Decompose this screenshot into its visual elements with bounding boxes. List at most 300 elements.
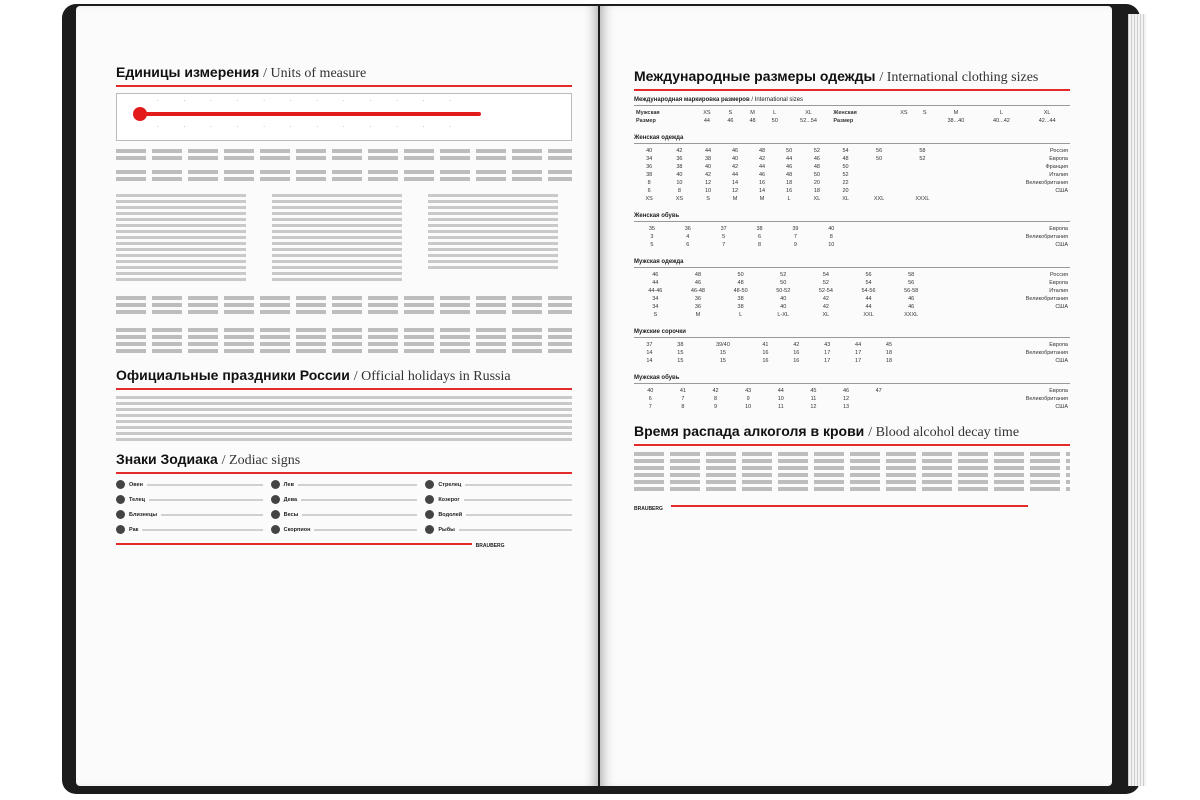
size-cell: XL — [813, 196, 821, 202]
left-footer-line — [116, 543, 472, 545]
country-label: США — [1055, 404, 1068, 410]
size-cell: 16 — [793, 350, 800, 356]
table-row — [634, 295, 1070, 303]
size-cell: 50 — [786, 148, 793, 154]
size-cell: 7 — [793, 234, 797, 240]
zodiac-name: Дева — [283, 496, 298, 503]
size-cell: S — [922, 110, 927, 116]
size-cell: 40 — [704, 164, 712, 170]
size-cell: 36 — [676, 156, 683, 162]
size-cell: 16 — [762, 350, 769, 356]
zodiac-item — [271, 525, 418, 534]
size-cell: XS — [645, 196, 653, 202]
size-cell: M — [953, 110, 959, 116]
conversion-rows — [116, 170, 572, 174]
size-cell — [860, 187, 898, 195]
zodiac-item — [425, 495, 572, 504]
table-row — [634, 349, 1070, 357]
clothing-title-en: / International clothing sizes — [879, 70, 1039, 85]
size-cell: 54 — [865, 280, 872, 286]
size-cell — [878, 241, 892, 249]
size-cell — [878, 233, 892, 241]
table-row — [634, 171, 1070, 179]
zodiac-name: Рак — [129, 526, 139, 533]
size-cell — [904, 357, 916, 365]
size-cell: 52 — [822, 280, 829, 286]
size-cell: M — [695, 312, 701, 318]
conversion-rows — [116, 177, 572, 181]
size-cell — [904, 341, 916, 349]
zodiac-name: Стрелец — [438, 481, 462, 488]
thermometer-bar — [141, 112, 481, 116]
size-cell: 38 — [756, 226, 763, 232]
size-cell: 8 — [677, 188, 681, 194]
size-cell: 40 — [828, 226, 835, 232]
clothing-title — [634, 68, 1070, 86]
zodiac-item — [271, 480, 418, 489]
size-cell: XL — [805, 110, 812, 116]
conversion-rows — [116, 149, 572, 153]
size-cell: 36 — [646, 164, 653, 170]
size-cell: 20 — [842, 188, 849, 194]
zodiac-item — [116, 525, 263, 534]
russian-measures-rows — [116, 310, 572, 314]
zodiac-item — [271, 510, 418, 519]
size-cell: 14 — [646, 350, 653, 356]
country-label: Италия — [1049, 288, 1068, 294]
size-cell: 56 — [876, 148, 883, 154]
alcohol-table-rows — [634, 473, 1070, 477]
size-cell — [942, 271, 951, 279]
size-cell: 41 — [679, 388, 686, 394]
size-cell: 34 — [652, 296, 659, 302]
size-cell — [895, 387, 908, 395]
size-cell: 45 — [810, 388, 817, 394]
country-label: Европа — [1049, 342, 1068, 348]
size-cell: 35 — [648, 226, 655, 232]
size-cell: 14 — [731, 180, 739, 186]
size-cell: 44 — [731, 172, 739, 178]
country-label: Великобритания — [1025, 396, 1068, 402]
size-cell: 15 — [719, 350, 726, 356]
size-cell: 38 — [704, 156, 712, 162]
size-cell: 52 — [842, 172, 849, 178]
size-cell — [849, 241, 863, 249]
zodiac-item — [116, 495, 263, 504]
size-cell: XXL — [873, 196, 885, 202]
zodiac-item — [425, 510, 572, 519]
zodiac-name: Весы — [283, 511, 299, 518]
size-cell: 37 — [720, 226, 727, 232]
zodiac-name: Близнецы — [129, 511, 158, 518]
size-cell — [908, 403, 921, 411]
thermometer-scale — [116, 93, 572, 141]
size-label: Размер — [636, 118, 656, 124]
size-cell: 46-48 — [690, 288, 705, 294]
alcohol-title — [634, 423, 1070, 441]
size-cell: 34 — [646, 156, 653, 162]
size-cell — [892, 241, 906, 249]
country-label: Европа — [1049, 226, 1068, 232]
zodiac-name: Скорпион — [283, 526, 311, 533]
size-cell: 46 — [908, 296, 915, 302]
zodiac-sign-icon — [425, 510, 434, 519]
size-cell: XL — [822, 312, 830, 318]
size-cell — [895, 395, 908, 403]
size-cell: 46 — [759, 172, 766, 178]
size-cell: 54 — [822, 272, 829, 278]
size-cell: 42 — [676, 148, 683, 154]
country-label: Европа — [1049, 156, 1068, 162]
zodiac-name: Рыбы — [438, 526, 455, 533]
table-row — [634, 233, 1070, 241]
size-cell: 58 — [919, 148, 926, 154]
size-cell: XXL — [863, 312, 874, 318]
zodiac-name: Овен — [129, 481, 143, 488]
zodiac-name: Водолей — [438, 511, 463, 518]
size-cell: 10 — [745, 404, 752, 410]
size-cell: 54 — [842, 148, 849, 154]
size-cell: 18 — [813, 188, 820, 194]
page-edges — [1128, 14, 1146, 786]
size-cell: M — [732, 196, 738, 202]
size-cell: 37 — [646, 342, 653, 348]
size-cell: 8 — [829, 234, 833, 240]
size-cell: 14 — [759, 188, 766, 194]
size-cell: 50 — [737, 272, 744, 278]
mens-shoes-subtitle: Мужская обувь — [634, 375, 680, 381]
size-cell: 42 — [712, 388, 719, 394]
length-mass-column — [116, 191, 260, 284]
size-cell: 4 — [686, 234, 690, 240]
size-cell: 42 — [793, 342, 800, 348]
country-label: США — [1055, 188, 1068, 194]
size-cell: 8 — [647, 180, 651, 186]
size-cell: 46 — [843, 388, 850, 394]
holidays-title-en: / Official holidays in Russia — [353, 369, 511, 384]
size-cell: 46 — [786, 164, 793, 170]
size-cell: 43 — [824, 342, 831, 348]
size-cell: S — [653, 312, 658, 318]
womens-shoes-table — [634, 225, 1070, 249]
mens-shirts-subtitle: Мужские сорочки — [634, 329, 686, 335]
size-cell — [849, 233, 863, 241]
brand-logo: BRAUBERG — [475, 543, 505, 549]
size-cell — [862, 395, 895, 403]
size-cell — [942, 279, 951, 287]
holidays-title — [116, 367, 572, 385]
size-cell: 38...40 — [947, 118, 965, 124]
size-cell: 14 — [646, 358, 653, 364]
size-cell: XXXL — [915, 196, 930, 202]
table-row — [634, 271, 1070, 279]
country-label: Европа — [1049, 388, 1068, 394]
zodiac-item — [425, 525, 572, 534]
prefixes-column — [428, 191, 572, 284]
size-cell: 10 — [676, 180, 683, 186]
country-label: Великобритания — [1025, 234, 1068, 240]
size-cell: L — [739, 312, 743, 318]
size-cell: 46 — [813, 156, 820, 162]
country-label: Россия — [1049, 272, 1068, 278]
size-cell: 15 — [677, 358, 684, 364]
size-cell: 40 — [731, 156, 739, 162]
size-cell: 44 — [855, 342, 862, 348]
zodiac-divider — [116, 472, 572, 474]
celsius-ticks: · · · · · · · · · · · · — [157, 98, 451, 104]
size-cell — [863, 233, 877, 241]
units-title — [116, 64, 572, 82]
size-cell: XL — [842, 196, 849, 202]
size-cell — [932, 271, 941, 279]
size-cell: 15 — [719, 358, 726, 364]
size-cell: 7 — [722, 242, 726, 248]
size-cell: 46 — [727, 118, 734, 124]
size-cell — [951, 287, 960, 295]
size-cell: 50-52 — [776, 288, 791, 294]
womens-label: Женская — [833, 110, 857, 116]
size-cell: 44 — [786, 156, 793, 162]
size-cell: 22 — [842, 180, 849, 186]
size-cell: 52...54 — [800, 118, 817, 124]
size-cell — [917, 349, 929, 357]
paper-sizes-rows — [116, 328, 572, 332]
country-label: США — [1055, 242, 1068, 248]
size-cell: 20 — [813, 180, 820, 186]
table-row — [634, 241, 1070, 249]
size-cell: 40 — [780, 304, 787, 310]
paper-sizes-rows — [116, 335, 572, 339]
size-cell: 36 — [694, 296, 702, 302]
size-cell: 12 — [731, 188, 739, 194]
size-cell: 44 — [865, 296, 872, 302]
size-cell: 44 — [704, 148, 712, 154]
size-cell — [942, 295, 951, 303]
size-cell: XS — [900, 110, 908, 116]
size-cell: 36 — [684, 226, 691, 232]
units-columns — [116, 191, 572, 284]
size-cell: 48 — [759, 148, 766, 154]
table-row — [634, 311, 1070, 319]
size-cell: 9 — [714, 404, 718, 410]
size-cell: 3 — [650, 234, 654, 240]
size-cell: 17 — [855, 350, 862, 356]
zodiac-sign-icon — [116, 510, 125, 519]
size-cell: 42 — [759, 156, 766, 162]
size-cell: 13 — [843, 404, 850, 410]
size-cell: 15 — [677, 350, 684, 356]
size-cell: 8 — [681, 404, 685, 410]
size-label: Размер — [833, 118, 854, 124]
alcohol-table-rows — [634, 487, 1070, 491]
size-cell: 40 — [676, 172, 683, 178]
size-cell: 10 — [704, 188, 712, 194]
size-cell: 44 — [703, 118, 710, 124]
size-cell: 42 — [822, 304, 829, 310]
size-cell — [863, 241, 877, 249]
table-row — [634, 341, 1070, 349]
size-cell: 50 — [780, 280, 787, 286]
size-cell: 48 — [813, 164, 820, 170]
table-row — [634, 357, 1070, 365]
size-cell — [942, 311, 951, 319]
zodiac-sign-icon — [271, 495, 280, 504]
size-cell: M — [759, 196, 765, 202]
zodiac-sign-icon — [116, 495, 125, 504]
size-cell: 48 — [737, 280, 744, 286]
size-cell — [904, 349, 916, 357]
country-label: Великобритания — [1025, 180, 1068, 186]
size-cell: 48 — [786, 172, 793, 178]
size-cell — [951, 311, 960, 319]
zodiac-name: Козерог — [438, 496, 460, 503]
size-cell: 17 — [824, 358, 831, 364]
size-cell: 52 — [813, 148, 820, 154]
zodiac-sign-icon — [271, 480, 280, 489]
size-cell: 10 — [777, 396, 784, 402]
size-cell: 39 — [792, 226, 799, 232]
size-cell: 58 — [908, 272, 915, 278]
size-cell: L — [787, 196, 791, 202]
size-cell — [878, 225, 892, 233]
size-cell — [951, 295, 960, 303]
size-cell — [932, 287, 941, 295]
zodiac-name: Телец — [129, 496, 146, 503]
size-cell — [908, 395, 921, 403]
table-row — [634, 395, 1070, 403]
size-cell: 8 — [714, 396, 718, 402]
size-cell — [917, 357, 929, 365]
size-cell: 6 — [648, 396, 652, 402]
size-cell — [951, 271, 960, 279]
size-cell: 34 — [652, 304, 659, 310]
country-label — [961, 311, 1070, 319]
size-cell: 8 — [758, 242, 762, 248]
size-cell: 16 — [786, 188, 793, 194]
alcohol-title-ru: Время распада алкоголя в крови — [634, 423, 865, 439]
size-cell: 56-58 — [904, 288, 919, 294]
zodiac-name: Лев — [283, 481, 294, 488]
clothing-divider — [634, 89, 1070, 91]
size-cell: 46 — [731, 148, 739, 154]
paper-sizes-rows — [116, 349, 572, 353]
size-cell — [898, 171, 946, 179]
international-sizes-table — [634, 109, 1070, 125]
size-cell: 47 — [875, 388, 882, 394]
womens-shoes-subtitle: Женская обувь — [634, 213, 680, 219]
size-cell: 44 — [759, 164, 766, 170]
alcohol-table-rows — [634, 452, 1070, 456]
size-cell: S — [728, 110, 733, 116]
size-cell: XS — [675, 196, 684, 202]
size-cell: 48 — [694, 272, 702, 278]
zodiac-sign-icon — [425, 495, 434, 504]
size-cell — [862, 403, 895, 411]
table-row — [634, 147, 1070, 155]
size-cell: S — [706, 196, 710, 202]
size-cell — [860, 163, 898, 171]
size-cell: 5 — [722, 234, 726, 240]
size-cell: 43 — [745, 388, 752, 394]
size-cell — [951, 279, 960, 287]
alcohol-table-rows — [634, 466, 1070, 470]
zodiac-item — [425, 480, 572, 489]
size-cell: 48 — [749, 118, 756, 124]
right-page — [600, 6, 1112, 786]
zodiac-title — [116, 451, 572, 469]
size-cell — [942, 303, 951, 311]
size-cell: 12 — [843, 396, 850, 402]
size-cell: 50 — [771, 118, 778, 124]
russian-measures-rows — [116, 303, 572, 307]
size-cell — [898, 163, 946, 171]
size-cell: 18 — [885, 358, 893, 364]
size-cell — [917, 341, 929, 349]
size-cell: 5 — [650, 242, 654, 248]
table-row — [634, 179, 1070, 187]
size-cell: 42 — [704, 172, 712, 178]
holidays-divider — [116, 388, 572, 390]
size-cell: L — [999, 110, 1003, 116]
russian-measures-rows — [116, 296, 572, 300]
size-cell — [895, 403, 908, 411]
mens-clothing-subtitle: Мужская одежда — [634, 259, 684, 265]
size-cell: 40 — [647, 388, 654, 394]
zodiac-item — [271, 495, 418, 504]
size-cell: 46 — [694, 280, 702, 286]
size-cell: 56 — [865, 272, 872, 278]
size-cell: 18 — [786, 180, 793, 186]
size-cell: 40...42 — [993, 118, 1010, 124]
country-label: Великобритания — [1025, 350, 1068, 356]
size-cell: L — [773, 110, 777, 116]
size-cell: 42 — [822, 296, 829, 302]
size-cell: 46 — [652, 272, 659, 278]
marking-subtitle: Международная маркировка размеров / International sizes — [634, 97, 804, 103]
size-cell: 16 — [793, 358, 800, 364]
size-cell: 36 — [694, 304, 702, 310]
size-cell — [942, 287, 951, 295]
mens-shirts-table — [634, 341, 1070, 365]
size-cell: 45 — [885, 342, 893, 348]
alcohol-table-rows — [634, 459, 1070, 463]
zodiac-item — [116, 510, 263, 519]
size-cell: 12 — [704, 180, 712, 186]
size-cell — [892, 233, 906, 241]
size-cell: 50 — [876, 156, 883, 162]
country-label: США — [1055, 358, 1068, 364]
size-cell: 48-50 — [733, 288, 748, 294]
zodiac-title-ru: Знаки Зодиака — [116, 451, 218, 467]
size-cell: M — [750, 110, 755, 116]
size-cell: 56 — [908, 280, 915, 286]
table-row — [634, 155, 1070, 163]
zodiac-sign-icon — [116, 525, 125, 534]
alcohol-table-rows — [634, 480, 1070, 484]
size-cell: 17 — [855, 358, 862, 364]
mens-label: Мужская — [636, 110, 660, 116]
size-cell — [863, 225, 877, 233]
size-cell: 38 — [737, 296, 744, 302]
zodiac-sign-icon — [271, 510, 280, 519]
size-cell: XL — [1043, 110, 1051, 116]
size-cell — [932, 295, 941, 303]
size-cell: 9 — [746, 396, 750, 402]
size-cell: 44 — [652, 280, 659, 286]
size-cell — [898, 187, 946, 195]
size-cell: 50 — [842, 164, 849, 170]
size-cell: 7 — [648, 404, 652, 410]
